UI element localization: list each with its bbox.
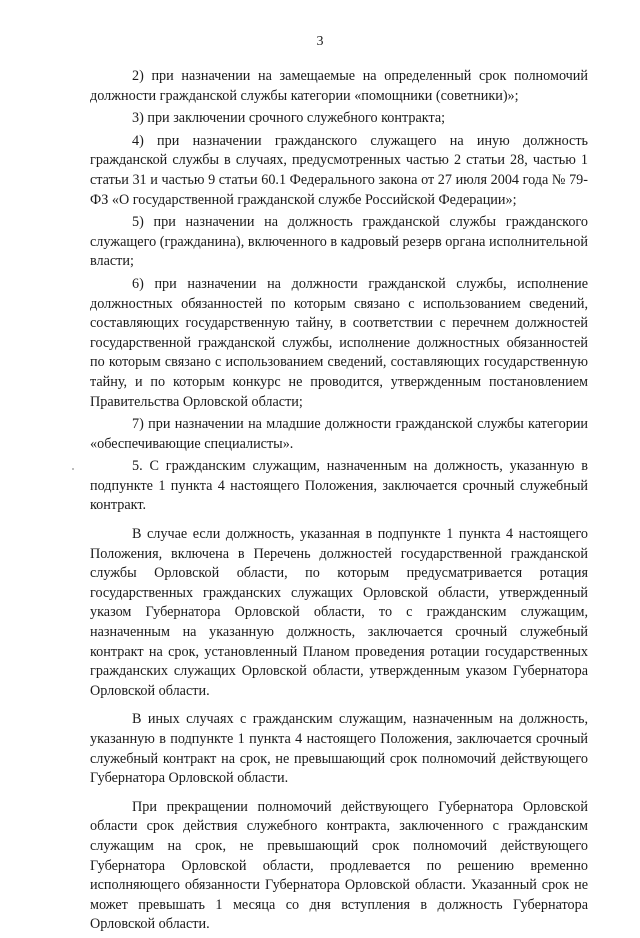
paragraph-termination: При прекращении полномочий действующего Губернатора Орловской области срок действия служебного контракта, заключенного с гражданским служащим на срок, не превышающий срок полномочий действующего Губернатора Орловской области, продлевается по решению временно исполняющего обязанности Губернатора Орловской области. Указанный срок не может превышать 1 месяца со дня вступления в должность Губернатора Орловской области. xyxy=(90,798,588,933)
paragraph-item-2: 2) при назначении на замещаемые на определенный срок полномочий должности гражданской службы категории «помощники (советники)»; xyxy=(90,68,588,104)
scan-artifact-dot xyxy=(72,468,74,470)
paragraph-item-3: 3) при заключении срочного служебного контракта; xyxy=(132,110,446,127)
paragraph-clause-5: 5. С гражданским служащим, назначенным на должность, указанную в подпункте 1 пункта 4 настоящего Положения, заключается срочный служебный контракт. xyxy=(90,458,588,514)
document-body xyxy=(90,67,588,938)
paragraph-item-4: 4) при назначении гражданского служащего на иную должность гражданской службы в случаях, предусмотренных частью 2 статьи 28, частью 1 статьи 31 и частью 9 статьи 60.1 Федерального закона от 27 июля 2004 года № 79-ФЗ «О государственной гражданской службе Российской Федерации»; xyxy=(90,132,588,208)
paragraph-item-6: 6) при назначении на должности гражданской службы, исполнение должностных обязанностей по которым связано с использованием сведений, составляющих государственную тайну, в соответствии с перечнем должностей государственной гражданской службы, исполнение должностных обязанностей по которым связано с использованием сведений, составляющих государственную тайну, и по которым конкурс не проводится, утвержденным постановлением Правительства Орловской области; xyxy=(90,275,588,410)
paragraph-item-7: 7) при назначении на младшие должности гражданской службы категории «обеспечивающие специалисты». xyxy=(90,416,588,452)
paragraph-other-cases: В иных случаях с гражданским служащим, назначенным на должность, указанную в подпункте 1 пункта 4 настоящего Положения, заключается срочный служебный контракт на срок, не превышающий срок полномочий действующего Губернатора Орловской области. xyxy=(90,711,588,787)
page-number: 3 xyxy=(316,34,324,49)
paragraph-rotation-case: В случае если должность, указанная в подпункте 1 пункта 4 настоящего Положения, включена в Перечень должностей государственной гражданской службы Орловской области, по которым предусматривается ротация государственных гражданских служащих Орловской области, утвержденный указом Губернатора Орловской области, то с гражданским служащим, назначенным на указанную должность, заключается срочный служебный контракт на срок, установленный Планом проведения ротации государственных гражданских служащих Орловской области, утвержденным указом Губернатора Орловской области. xyxy=(90,526,588,699)
paragraph-item-5: 5) при назначении на должность гражданской службы гражданского служащего (гражданина), включенного в кадровый резерв органа исполнительной власти; xyxy=(90,214,588,270)
